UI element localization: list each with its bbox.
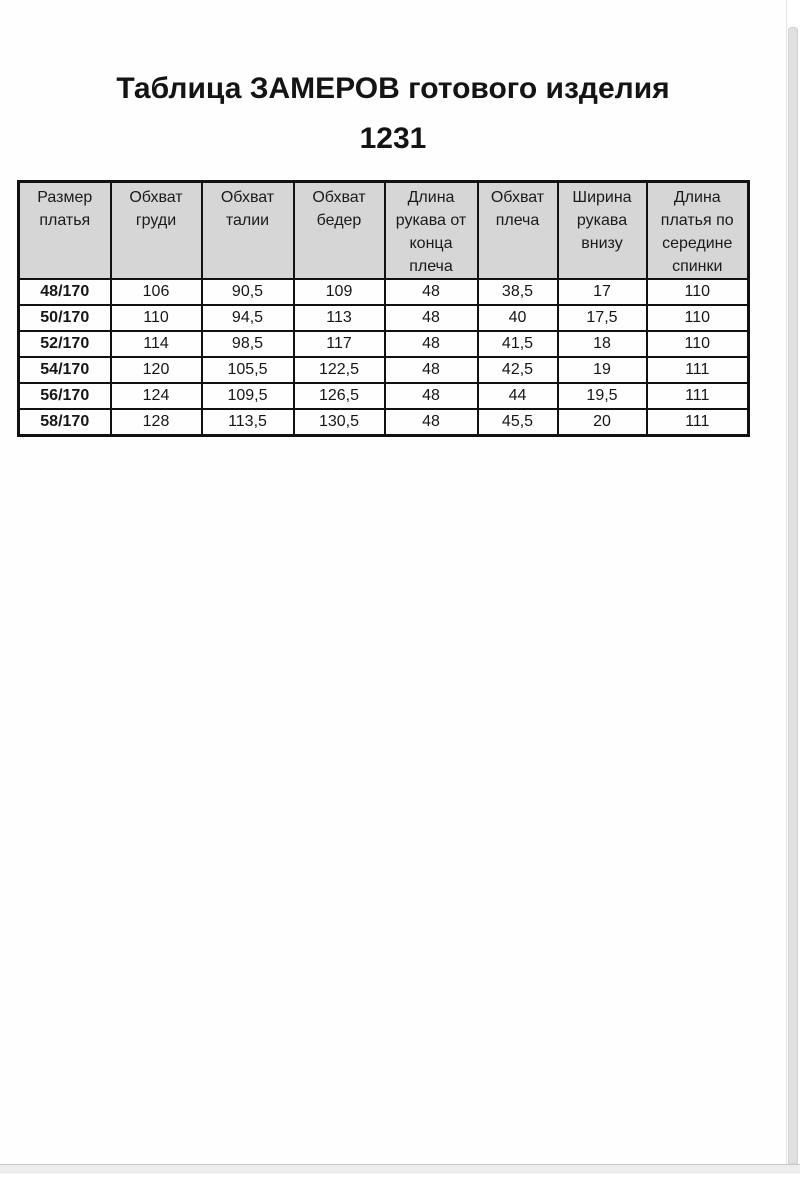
measurement-cell: 124 (111, 383, 202, 409)
measurement-cell: 40 (478, 305, 558, 331)
measurement-cell: 110 (647, 279, 749, 305)
table-head (19, 182, 749, 280)
table-row (19, 383, 749, 409)
measurement-cell: 48 (385, 331, 478, 357)
measurement-cell: 114 (111, 331, 202, 357)
measurement-cell: 19,5 (558, 383, 647, 409)
measurement-cell: 111 (647, 409, 749, 435)
measurement-cell: 122,5 (294, 357, 385, 383)
measurement-cell: 109,5 (202, 383, 294, 409)
measurement-cell: 128 (111, 409, 202, 435)
measurement-cell: 20 (558, 409, 647, 435)
measurement-cell: 48 (385, 383, 478, 409)
measurement-cell: 111 (647, 383, 749, 409)
measurement-cell: 44 (478, 383, 558, 409)
table-row (19, 331, 749, 357)
size-cell: 50/170 (19, 305, 111, 331)
column-header: Длина платья по середине спинки (647, 182, 749, 280)
measurement-cell: 94,5 (202, 305, 294, 331)
size-cell: 48/170 (19, 279, 111, 305)
measurement-cell: 130,5 (294, 409, 385, 435)
model-number: 1231 (359, 122, 427, 155)
vertical-scrollbar[interactable] (788, 27, 798, 1164)
measurement-cell: 45,5 (478, 409, 558, 435)
table-row (19, 357, 749, 383)
column-header: Ширина рукава внизу (558, 182, 647, 280)
measurement-cell: 48 (385, 279, 478, 305)
measurement-cell: 38,5 (478, 279, 558, 305)
table-header-row (19, 182, 749, 280)
measurement-cell: 48 (385, 357, 478, 383)
measurement-cell: 117 (294, 331, 385, 357)
measurement-cell: 106 (111, 279, 202, 305)
size-cell: 56/170 (19, 383, 111, 409)
measurement-cell: 19 (558, 357, 647, 383)
size-cell: 54/170 (19, 357, 111, 383)
measurement-cell: 48 (385, 305, 478, 331)
column-header: Длина рукава от конца плеча (385, 182, 478, 280)
column-header: Обхват бедер (294, 182, 385, 280)
measurement-cell: 110 (647, 305, 749, 331)
size-cell: 52/170 (19, 331, 111, 357)
page-title: Таблица ЗАМЕРОВ готового изделия (116, 72, 670, 105)
measurement-cell: 90,5 (202, 279, 294, 305)
table-body (19, 279, 749, 435)
column-header: Размер платья (19, 182, 111, 280)
measurement-cell: 41,5 (478, 331, 558, 357)
measurement-cell: 98,5 (202, 331, 294, 357)
measurement-cell: 17 (558, 279, 647, 305)
measurement-cell: 17,5 (558, 305, 647, 331)
measurement-cell: 126,5 (294, 383, 385, 409)
table-row (19, 305, 749, 331)
measurement-cell: 120 (111, 357, 202, 383)
measurement-cell: 110 (111, 305, 202, 331)
table-row (19, 409, 749, 435)
measurement-cell: 105,5 (202, 357, 294, 383)
size-cell: 58/170 (19, 409, 111, 435)
column-header: Обхват груди (111, 182, 202, 280)
measurement-cell: 109 (294, 279, 385, 305)
table-row (19, 279, 749, 305)
column-header: Обхват плеча (478, 182, 558, 280)
measurement-cell: 110 (647, 331, 749, 357)
sheet-bottom-edge (0, 1164, 800, 1174)
measurement-cell: 48 (385, 409, 478, 435)
measurement-cell: 113,5 (202, 409, 294, 435)
column-header: Обхват талии (202, 182, 294, 280)
measurement-cell: 42,5 (478, 357, 558, 383)
measurement-cell: 18 (558, 331, 647, 357)
measurement-cell: 113 (294, 305, 385, 331)
measurement-cell: 111 (647, 357, 749, 383)
measurements-table (17, 180, 750, 437)
